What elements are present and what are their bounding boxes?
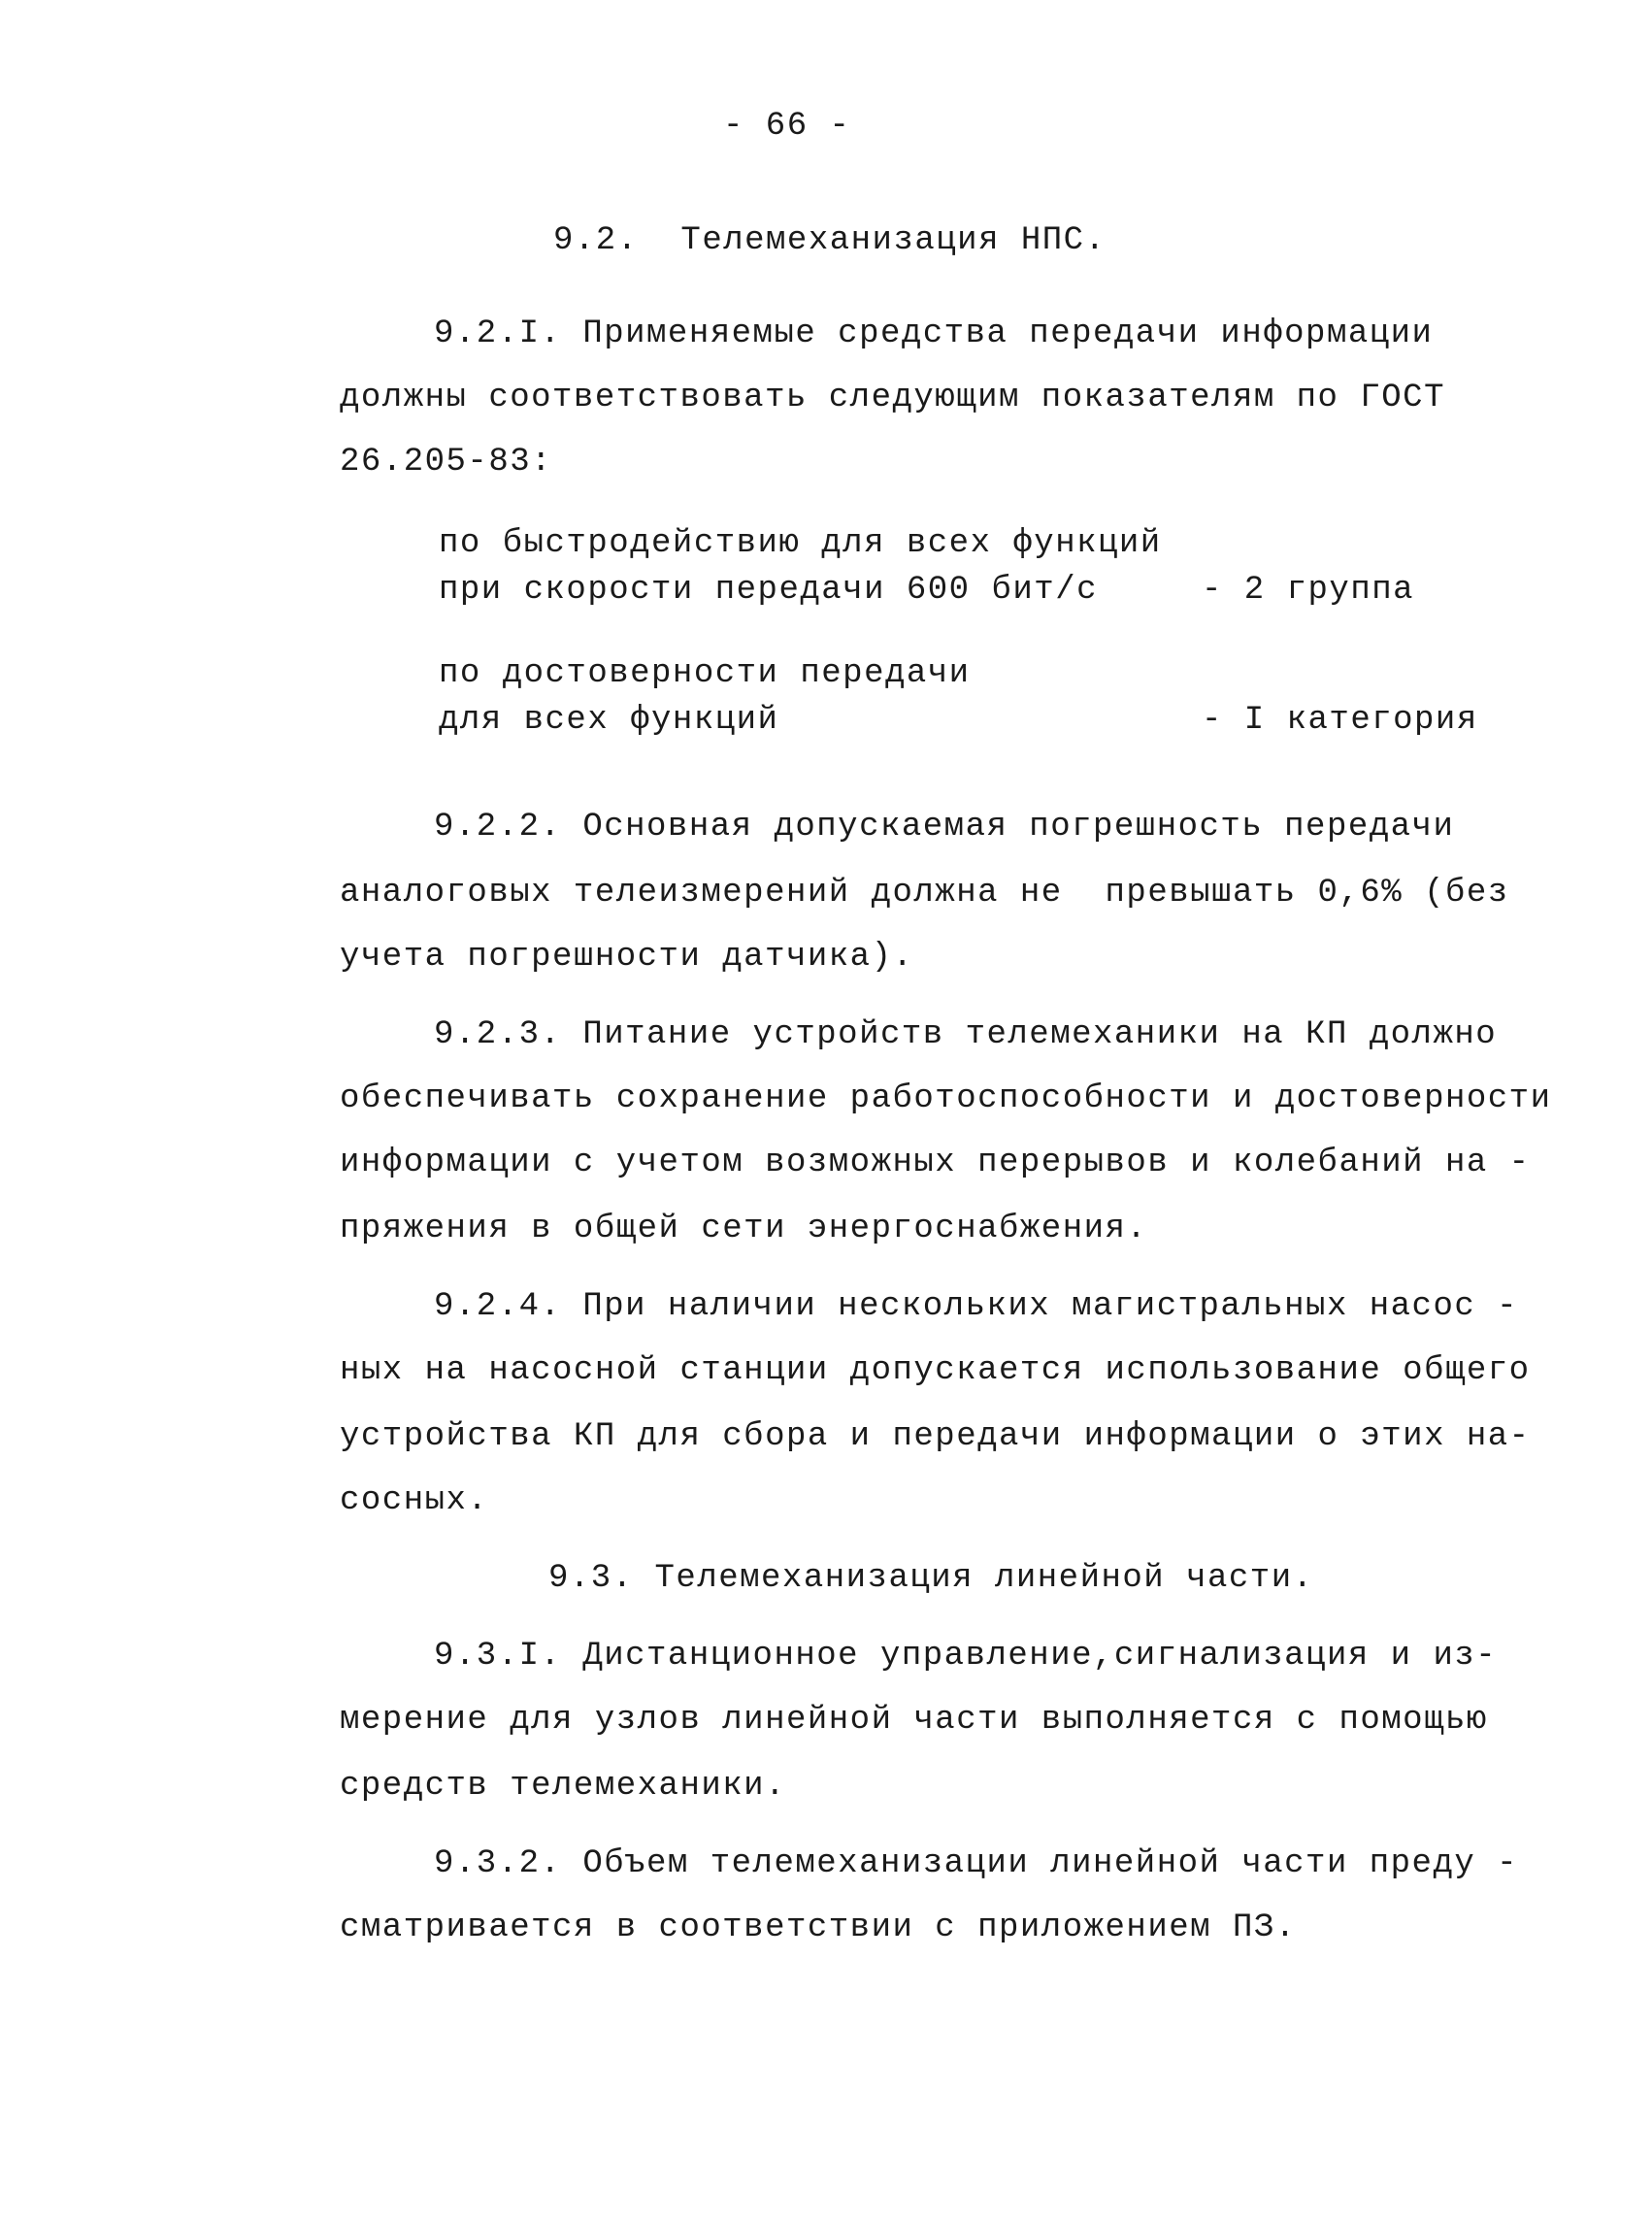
- paragraph-line: 26.205-83:: [340, 444, 553, 481]
- paragraph-line: информации с учетом возможных перерывов и колебаний на -: [340, 1145, 1531, 1181]
- paragraph-line: обеспечивать сохранение работоспособности и достоверности: [340, 1080, 1552, 1117]
- paragraph-line: средств телемеханики.: [340, 1768, 786, 1805]
- requirement-value: - 2 группа: [1202, 572, 1415, 609]
- paragraph-line: 9.3.2. Объем телемеханизации линейной части преду -: [434, 1845, 1519, 1882]
- section-9-3-heading: 9.3. Телемеханизация линейной части.: [548, 1560, 1314, 1597]
- paragraph-line: сматривается в соответствии с приложением ПЗ.: [340, 1909, 1297, 1946]
- section-9-2-heading: 9.2. Телемеханизация НПС.: [553, 222, 1107, 259]
- paragraph-line: сосных.: [340, 1482, 489, 1519]
- requirement-value: - I категория: [1202, 702, 1478, 739]
- paragraph-line: мерение для узлов линейной части выполняется с помощью: [340, 1702, 1488, 1739]
- requirement-line: для всех функций: [439, 702, 779, 739]
- paragraph-line: 9.2.2. Основная допускаемая погрешность передачи: [434, 809, 1455, 846]
- paragraph-line: 9.2.I. Применяемые средства передачи информации: [434, 315, 1434, 352]
- paragraph-line: учета погрешности датчика).: [340, 939, 914, 976]
- requirement-line: по быстродействию для всех функций: [439, 525, 1162, 562]
- paragraph-line: аналоговых телеизмерений должна не превышать 0,6% (без: [340, 875, 1509, 912]
- paragraph-line: 9.3.I. Дистанционное управление,сигнализация и из-: [434, 1638, 1498, 1675]
- paragraph-line: ных на насосной станции допускается использование общего: [340, 1352, 1531, 1389]
- page-number: - 66 -: [723, 108, 851, 145]
- requirement-line: по достоверности передачи: [439, 655, 971, 692]
- paragraph-line: устройства КП для сбора и передачи информации о этих на-: [340, 1418, 1531, 1455]
- paragraph-line: 9.2.4. При наличии нескольких магистральных насос -: [434, 1288, 1519, 1325]
- paragraph-line: 9.2.3. Питание устройств телемеханики на КП должно: [434, 1016, 1498, 1053]
- paragraph-line: должны соответствовать следующим показателям по ГОСТ: [340, 380, 1445, 416]
- requirement-line: при скорости передачи 600 бит/с: [439, 572, 1099, 609]
- paragraph-line: пряжения в общей сети энергоснабжения.: [340, 1211, 1148, 1247]
